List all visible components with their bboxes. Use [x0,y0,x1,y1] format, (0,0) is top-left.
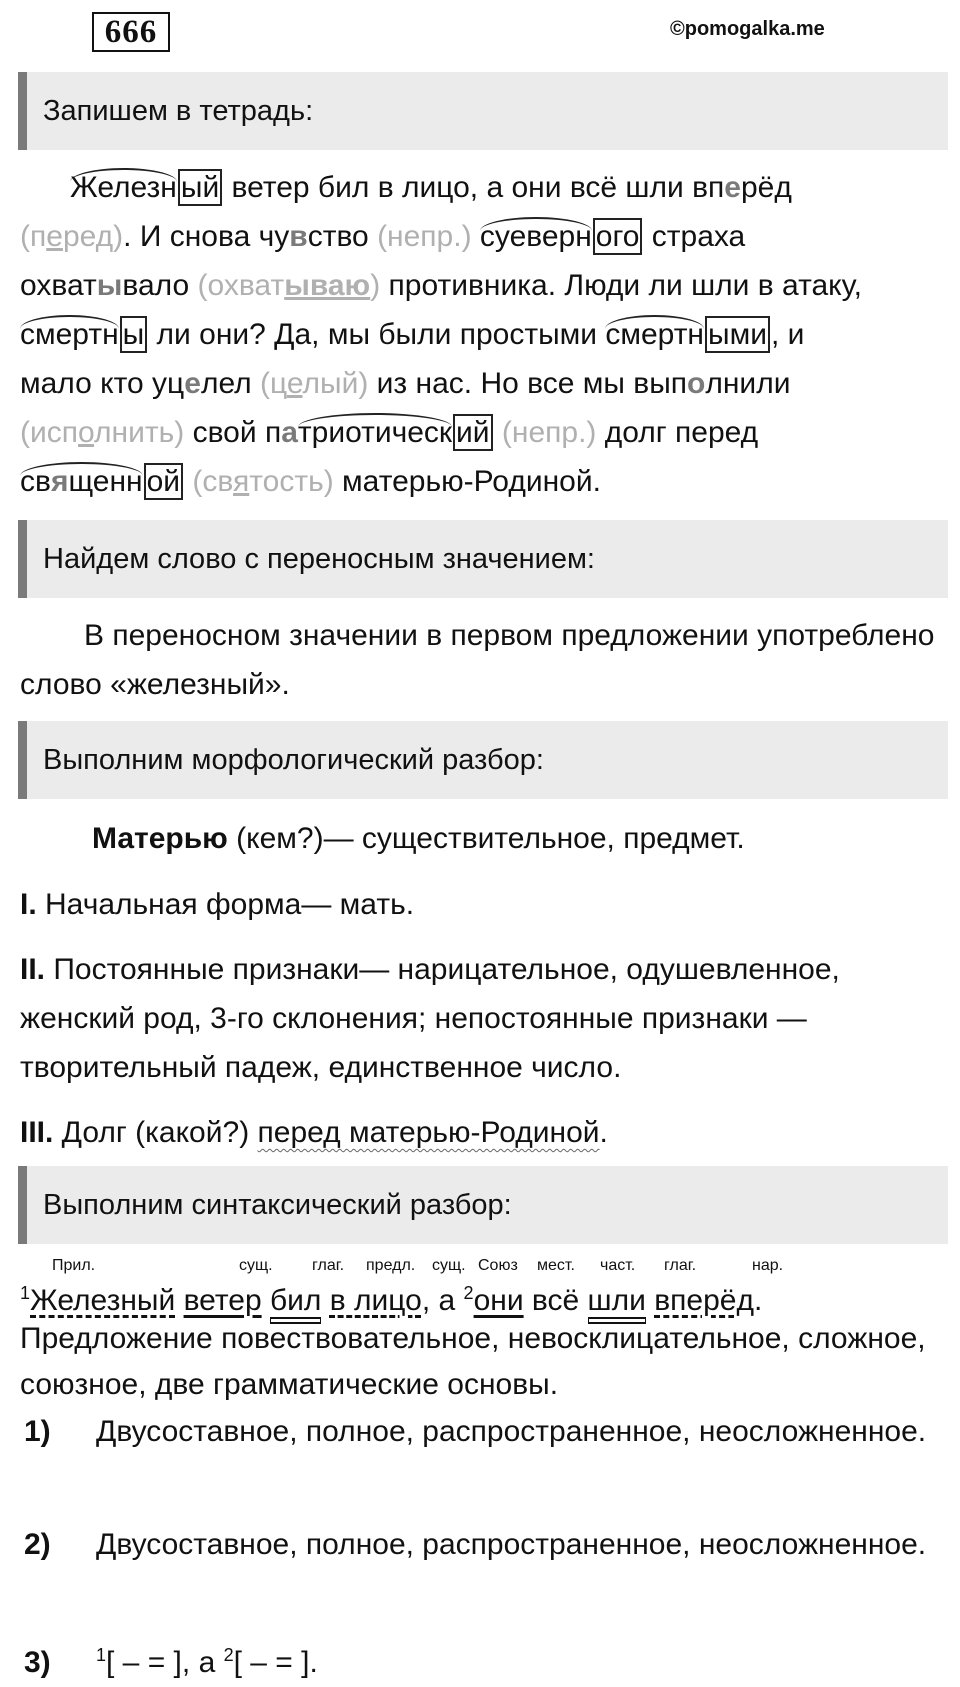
syntax-item-3: 3) $^1$[ – = ], а $^2$[ – = ]. [24,1645,318,1679]
pos-label: част. [600,1257,636,1274]
morph-point-1: I. Начальная форма— мать. [20,888,415,921]
task-number: 666 [92,12,170,52]
section-header-notebook: Запишем в тетрадь: [18,72,948,150]
pos-label: сущ. [432,1257,466,1274]
pos-label: Союз [478,1257,518,1274]
pos-label: глаг. [312,1257,345,1274]
pos-label: предл. [366,1257,416,1274]
pos-label: Прил. [52,1257,96,1274]
syntax-item-2: 2) Двусоставное, полное, распространенное, неосложненное. [24,1528,927,1561]
paragraph-main-text: Железн ый ветер бил в лицо, а они всё шли вперёд (перед). И снова чувство (непр.) суеверн ого страха охватывало (охватываю) противника. Люди ли шли в атаку, смертн ы ли они? Да, мы были простыми смертн ыми , и мало кто уцелел (целый) из нас. Но все мы выполнили (исполнить) свой патриотическ ий (непр.) долг перед священн ой (святость) матерью-Родиной. [20,163,950,506]
site-watermark: ©pomogalka.me [670,18,825,40]
syntax-description: Предложение повествовательное, невосклицательное, сложное, союзное, две грамматические основы. [20,1322,926,1401]
morph-intro: Матерью (кем?)— существительное, предмет. [92,822,745,855]
pos-label: мест. [537,1257,575,1274]
section-header-syntax: Выполним синтаксический разбор: [18,1166,948,1244]
paragraph-figurative: В переносном значении в первом предложении употреблено слово «железный». [20,619,935,701]
pos-label: сущ. [239,1257,273,1274]
section-header-figurative: Найдем слово с переносным значением: [18,520,948,598]
syntax-item-1: 1) Двусоставное, полное, распространенное, неосложненное. [24,1415,927,1448]
morph-point-2: II. Постоянные признаки— нарицательное, одушевленное, женский род, 3-го склонения; непостоянные признаки — творительный падеж, единственное число. [20,953,840,1084]
pos-label: нар. [752,1257,784,1274]
morph-point-3: III. Долг (какой?) перед матерью-Родиной. [20,1116,608,1149]
pos-label: глаг. [664,1257,697,1274]
syntax-sentence: $^1$Железный ветер бил в лицо, а $^2$они всё шли вперёд. [20,1283,763,1317]
section-header-morphology: Выполним морфологический разбор: [18,721,948,799]
